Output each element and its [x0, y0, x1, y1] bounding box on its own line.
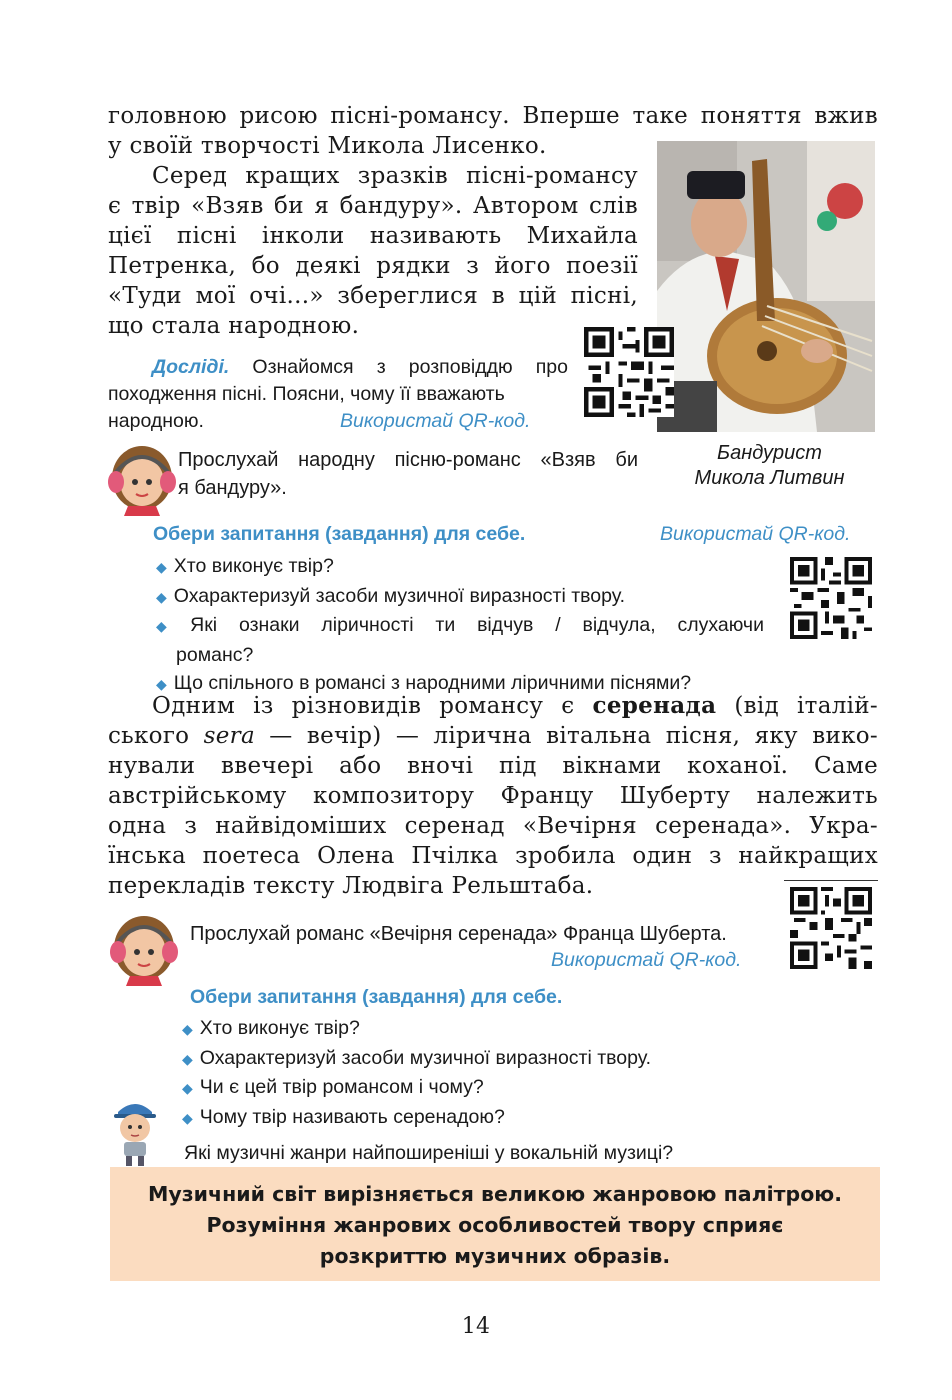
page-number: 14: [461, 1314, 491, 1339]
body-text-line: що стала народною.: [108, 313, 360, 339]
body-text-line: є твір «Взяв би я бандуру». Автором слів: [108, 193, 638, 219]
diamond-bullet-icon: ◆: [182, 1021, 193, 1037]
questions-heading: Обери запитання (завдання) для себе.: [190, 986, 563, 1008]
research-task: [108, 354, 568, 435]
questions-list: [182, 1014, 651, 1132]
research-text: походження пісні. Поясни, чому її вважають: [108, 383, 505, 405]
research-label: Дослідi.: [152, 356, 230, 378]
body-text-line: Одним із різновидів романсу є серенада (від італій-: [152, 692, 878, 719]
summary-box: [110, 1167, 880, 1281]
qr-code[interactable]: [584, 327, 674, 417]
body-text-line: головною рисою пісні-романсу. Вперше таке поняття вжив: [108, 103, 878, 129]
questions-heading: Обери запитання (завдання) для себе.: [153, 523, 526, 545]
summary-line: Музичний світ вирізняється великою жанровою палітрою.: [147, 1182, 843, 1206]
list-item: ◆ Які ознаки ліричності ти відчув / відчула, слухаючи: [156, 614, 764, 636]
questions-list: [156, 552, 766, 699]
listen-text: Прослухай народну пісню-романс «Взяв би: [178, 449, 638, 471]
diamond-bullet-icon: ◆: [182, 1109, 193, 1126]
body-text-line: у своїй творчості Микола Лисенко.: [108, 133, 547, 159]
list-item: ◆ Чому твір називають серенадою?: [182, 1105, 505, 1128]
final-question: Які музичні жанри найпоширеніші у вокальній музиці?: [184, 1142, 674, 1164]
summary-line: розкриттю музичних образів.: [319, 1244, 671, 1268]
qr-hint: Використай QR-код.: [340, 410, 531, 432]
body-text-line: цієї пісні інколи називають Михайла: [108, 223, 638, 249]
girl-headphones-icon: [106, 438, 178, 516]
diamond-bullet-icon: ◆: [156, 588, 167, 605]
photo-caption: [657, 441, 882, 491]
term-serenade: серенада: [592, 692, 717, 719]
qr-hint: Використай QR-код.: [660, 523, 851, 545]
listen-task-2: Прослухай романс «Вечірня серенада» Франца Шуберта.: [190, 923, 727, 945]
qr-code[interactable]: [790, 557, 872, 639]
body-text-line: їнська поетеса Олена Пчілка зробила один з найкращих: [108, 843, 878, 869]
body-text-line: нували ввечері або вночі під вікнами коханої. Саме: [108, 753, 878, 779]
listen-task: [178, 446, 638, 502]
diamond-bullet-icon: ◆: [156, 559, 167, 575]
body-text-line: Серед кращих зразків пісні-романсу: [152, 163, 638, 189]
caption-line: Микола Литвин: [694, 467, 845, 489]
summary-line: Розуміння жанрових особливостей твору сприяє: [206, 1213, 784, 1237]
diamond-bullet-icon: ◆: [182, 1080, 193, 1096]
body-text-line: Петренка, бо деякі рядки з його поезії: [108, 253, 638, 279]
diamond-bullet-icon: ◆: [156, 676, 167, 692]
qr-hint: Використай QR-код.: [551, 949, 742, 971]
body-text-line: австрійському композитору Францу Шуберту належить: [108, 783, 878, 809]
body-text-line: одна з найвідоміших серенад «Вечірня серенада». Укра-: [108, 813, 878, 839]
qr-code[interactable]: [790, 887, 872, 969]
research-text: Ознайомся з розповіддю про: [252, 356, 568, 378]
body-text-line: ського sera — вечір) — лірична вітальна пісня, яку вико-: [108, 723, 878, 749]
list-item: ◆ Що спільного в романсі з народними ліричними піснями?: [156, 672, 692, 694]
list-item: ◆ Хто виконує твір?: [156, 555, 334, 577]
girl-headphones-icon: [108, 908, 180, 986]
bandurist-photo: [657, 141, 875, 432]
research-text: народною.: [108, 410, 204, 432]
divider: [784, 880, 878, 881]
list-item: ◆ Охарактеризуй засоби музичної виразності твору.: [156, 584, 625, 607]
listen-text: я бандуру».: [178, 477, 287, 499]
list-item: ◆ Охарактеризуй засоби музичної виразності твору.: [182, 1046, 651, 1069]
caption-line: Бандурист: [717, 442, 822, 464]
list-item-continuation: романс?: [176, 643, 254, 666]
list-item: ◆ Хто виконує твір?: [182, 1017, 360, 1039]
boy-thinking-icon: [110, 1094, 160, 1166]
body-text-line: «Туди мої очі...» збереглися в цій пісні,: [108, 283, 638, 309]
list-item: ◆ Чи є цей твір романсом і чому?: [182, 1076, 484, 1098]
body-text-line: перекладів тексту Людвіга Рельштаба.: [108, 873, 594, 899]
diamond-bullet-icon: ◆: [156, 618, 184, 634]
diamond-bullet-icon: ◆: [182, 1050, 193, 1067]
